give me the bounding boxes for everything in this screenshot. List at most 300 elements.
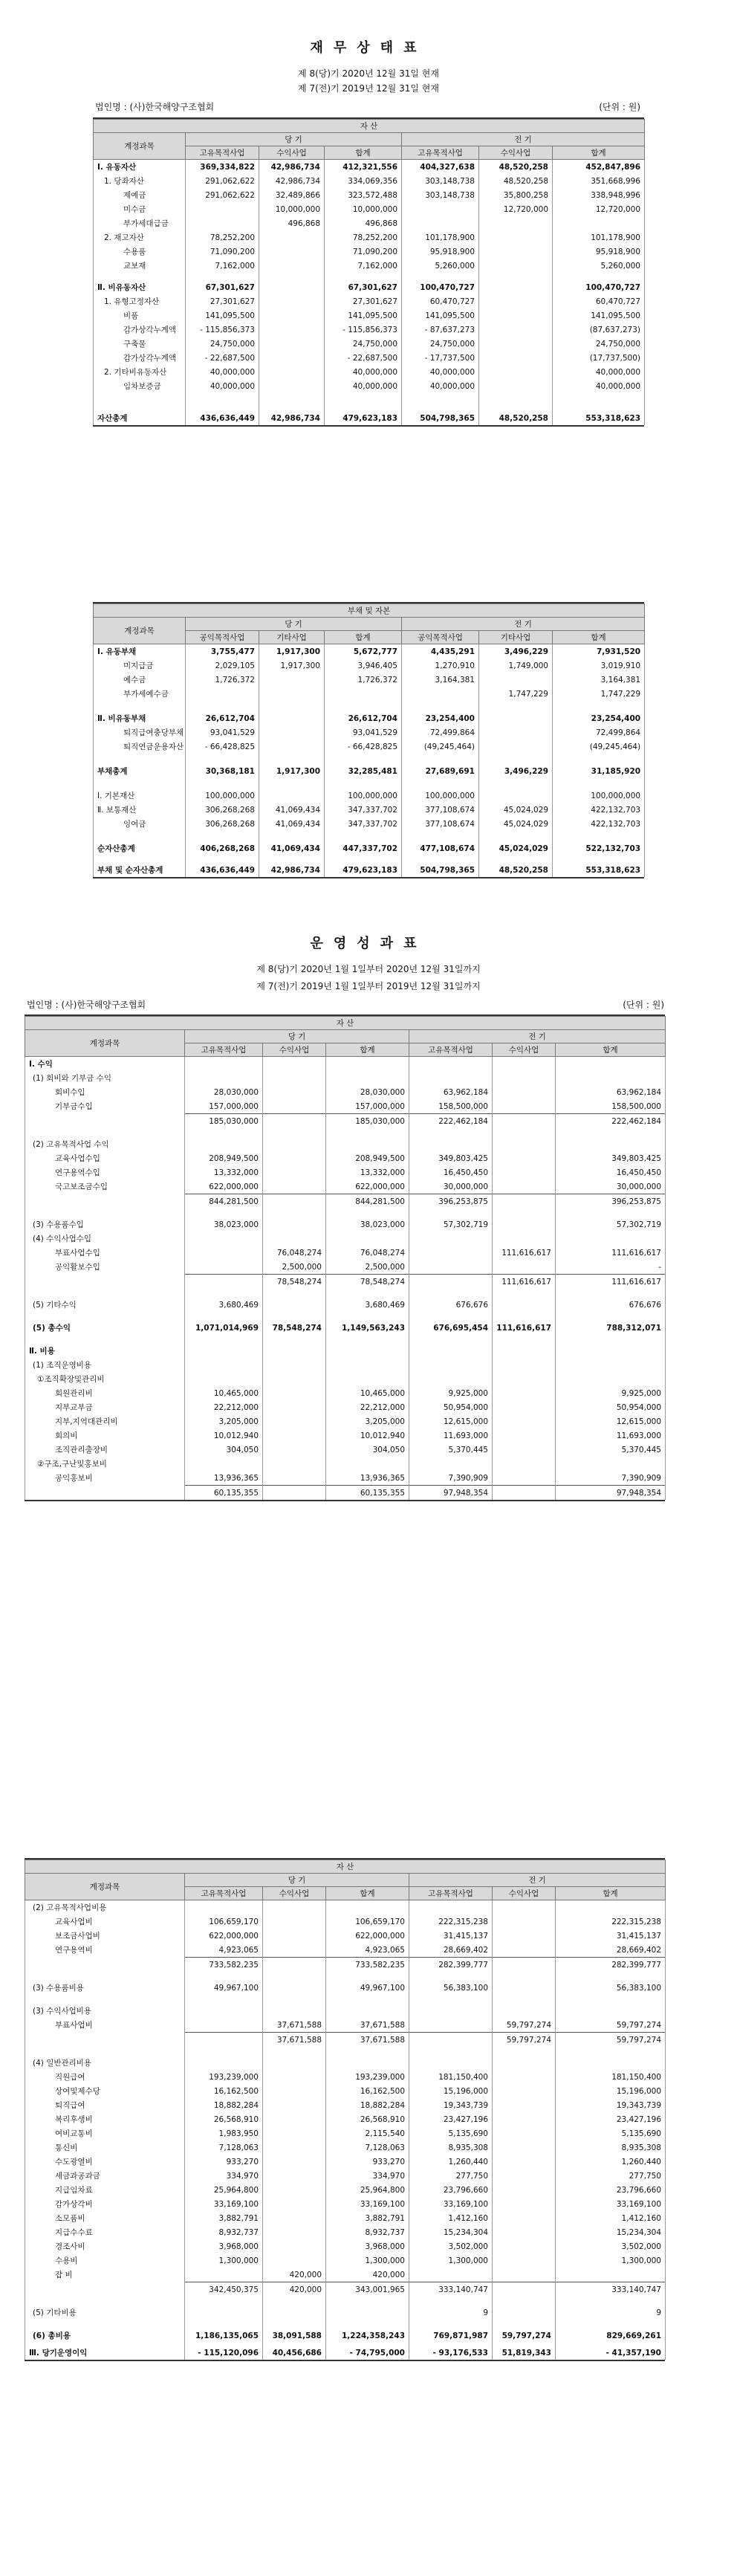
- revenue-table: [25, 1014, 665, 1501]
- spacer-cell: [493, 1289, 556, 1298]
- table-row: [25, 2346, 666, 2360]
- spacer-cell: [493, 1128, 556, 1137]
- value-cell: 338,948,996: [553, 188, 645, 202]
- table-row: [25, 1194, 666, 1209]
- value-cell: [493, 1443, 556, 1457]
- table-row: [25, 1217, 666, 1232]
- is-period-prior: 제 7(전)기 2019년 1월 1일부터 2019년 12월 31일까지: [256, 981, 481, 991]
- value-cell: [556, 1232, 666, 1246]
- value-cell: [409, 1246, 493, 1260]
- value-cell: [186, 202, 259, 216]
- table-row: [25, 1900, 666, 1915]
- row-label: [25, 1114, 185, 1129]
- row-label: 보조금사업비: [25, 1929, 185, 1943]
- spacer-cell: [259, 273, 325, 280]
- value-cell: [263, 1400, 326, 1414]
- value-cell: 1,270,910: [402, 658, 479, 673]
- value-cell: [259, 323, 325, 337]
- spacer-cell: [263, 2297, 326, 2305]
- table-row: [25, 1232, 666, 1246]
- value-cell: [493, 1486, 556, 1501]
- value-cell: - 22,687,500: [325, 351, 402, 365]
- value-cell: 676,695,454: [409, 1321, 493, 1335]
- value-cell: [493, 2004, 556, 2018]
- table-row: [25, 2211, 666, 2225]
- value-cell: 50,954,000: [409, 1400, 493, 1414]
- value-cell: 32,489,866: [259, 188, 325, 202]
- value-cell: 24,750,000: [325, 337, 402, 351]
- spacer-cell: [263, 1208, 326, 1217]
- value-cell: 31,415,137: [409, 1929, 493, 1943]
- value-cell: [259, 673, 325, 687]
- value-cell: [326, 1137, 409, 1151]
- row-label: (2) 고유목적사업비용: [25, 1900, 185, 1915]
- table-row: [94, 174, 645, 188]
- col-header: 고유목적사업: [409, 1887, 493, 1900]
- value-cell: [263, 1057, 326, 1072]
- value-cell: [263, 2253, 326, 2268]
- table-row: [25, 1443, 666, 1457]
- value-cell: [263, 2211, 326, 2225]
- value-cell: 334,069,356: [325, 174, 402, 188]
- row-label: 부표사업수입: [25, 1246, 185, 1260]
- value-cell: 50,954,000: [556, 1400, 666, 1414]
- value-cell: 2,500,000: [326, 1260, 409, 1275]
- row-label: 연구용역비: [25, 1943, 185, 1958]
- value-cell: [409, 1358, 493, 1372]
- row-label: 연구용역수입: [25, 1165, 185, 1179]
- value-cell: 1,983,950: [185, 2126, 263, 2140]
- spacer-cell: [263, 1128, 326, 1137]
- row-label: (5) 총수익: [25, 1321, 185, 1335]
- value-cell: 22,212,000: [185, 1400, 263, 1414]
- col-header: 기타사업: [479, 631, 553, 644]
- value-cell: [493, 2112, 556, 2126]
- value-cell: [409, 1057, 493, 1072]
- spacer-cell: [25, 2320, 185, 2329]
- row-label: 감가상각누계액: [94, 323, 186, 337]
- spacer-cell: [185, 1972, 263, 1981]
- col-header: 고유목적사업: [402, 146, 479, 160]
- value-cell: 5,135,690: [556, 2126, 666, 2140]
- value-cell: [556, 2056, 666, 2070]
- spacer-cell: [556, 1972, 666, 1981]
- row-label: 수용비: [25, 2253, 185, 2268]
- value-cell: [493, 1400, 556, 1414]
- row-label: 임차보증금: [94, 379, 186, 393]
- value-cell: [325, 687, 402, 701]
- table-row: [94, 817, 645, 831]
- value-cell: [556, 2004, 666, 2018]
- spacer-cell: [186, 831, 259, 841]
- value-cell: [493, 2084, 556, 2098]
- row-label: 예수금: [94, 673, 186, 687]
- value-cell: 100,470,727: [402, 280, 479, 294]
- value-cell: 422,132,703: [553, 817, 645, 831]
- row-label: 통신비: [25, 2140, 185, 2155]
- value-cell: 8,935,308: [409, 2140, 493, 2155]
- table-row: [25, 2225, 666, 2239]
- value-cell: 622,000,000: [185, 1179, 263, 1194]
- value-cell: 1,917,300: [259, 764, 325, 778]
- value-cell: 496,868: [325, 216, 402, 230]
- table-row: [94, 411, 645, 425]
- is-unit: (단위 : 원): [623, 1000, 664, 1010]
- value-cell: 1,412,160: [409, 2211, 493, 2225]
- row-label: 구축물: [94, 337, 186, 351]
- value-cell: 78,252,200: [325, 230, 402, 245]
- value-cell: 12,720,000: [479, 202, 553, 216]
- value-cell: 193,239,000: [185, 2070, 263, 2084]
- row-label: (6) 총비용: [25, 2329, 185, 2343]
- value-cell: 9: [409, 2305, 493, 2320]
- spacer-cell: [409, 2320, 493, 2329]
- value-cell: 158,500,000: [409, 1099, 493, 1114]
- spacer-row: [94, 754, 645, 764]
- value-cell: 1,149,563,243: [326, 1321, 409, 1335]
- table-row: [25, 1400, 666, 1414]
- spacer-cell: [553, 855, 645, 863]
- value-cell: 97,948,354: [409, 1486, 493, 1501]
- value-cell: [409, 1071, 493, 1085]
- value-cell: 78,548,274: [263, 1275, 326, 1289]
- value-cell: [186, 687, 259, 701]
- row-label: ①조직확장및관리비: [25, 1372, 185, 1386]
- value-cell: 95,918,900: [553, 245, 645, 259]
- bs-period-prior: 제 7(전)기 2019년 12월 31일 현재: [298, 83, 439, 94]
- row-label: Ⅰ. 유동자산: [94, 160, 186, 175]
- value-cell: [493, 2305, 556, 2320]
- spacer-cell: [94, 701, 186, 711]
- value-cell: 1,917,300: [259, 658, 325, 673]
- value-cell: 30,000,000: [556, 1179, 666, 1194]
- table-row: [25, 2253, 666, 2268]
- table-row: [94, 351, 645, 365]
- spacer-cell: [493, 1208, 556, 1217]
- value-cell: 181,150,400: [409, 2070, 493, 2084]
- value-cell: [493, 1981, 556, 1995]
- value-cell: 40,000,000: [402, 379, 479, 393]
- spacer-cell: [25, 1208, 185, 1217]
- col-header: 수익사업: [493, 1887, 556, 1900]
- value-cell: [263, 1344, 326, 1358]
- value-cell: 71,090,200: [186, 245, 259, 259]
- spacer-cell: [185, 1312, 263, 1321]
- table-row: [25, 1428, 666, 1443]
- value-cell: 10,000,000: [325, 202, 402, 216]
- value-cell: 26,568,910: [185, 2112, 263, 2126]
- spacer-cell: [402, 393, 479, 411]
- table-row: [25, 1929, 666, 1943]
- row-label: (3) 수용품비용: [25, 1981, 185, 1995]
- value-cell: [493, 1958, 556, 1973]
- table-row: [25, 2112, 666, 2126]
- row-label: 부표사업비: [25, 2018, 185, 2033]
- value-cell: 59,797,274: [493, 2033, 556, 2048]
- spacer-cell: [259, 701, 325, 711]
- value-cell: 622,000,000: [326, 1929, 409, 1943]
- value-cell: - 17,737,500: [402, 351, 479, 365]
- value-cell: 1,747,229: [479, 687, 553, 701]
- spacer-cell: [325, 831, 402, 841]
- value-cell: 12,615,000: [409, 1414, 493, 1428]
- value-cell: [556, 1372, 666, 1386]
- col-header: 기타사업: [259, 631, 325, 644]
- value-cell: 844,281,500: [326, 1194, 409, 1209]
- value-cell: 3,496,229: [479, 644, 553, 659]
- spacer-cell: [185, 1995, 263, 2004]
- value-cell: 48,520,258: [479, 160, 553, 175]
- value-cell: 111,616,617: [556, 1246, 666, 1260]
- value-cell: 49,967,100: [185, 1981, 263, 1995]
- table-row: [94, 673, 645, 687]
- row-label: ②구조,구난및홍보비: [25, 1457, 185, 1471]
- value-cell: 477,108,674: [402, 841, 479, 855]
- spacer-cell: [94, 831, 186, 841]
- value-cell: 56,383,100: [556, 1981, 666, 1995]
- spacer-cell: [556, 1995, 666, 2004]
- value-cell: [409, 1900, 493, 1915]
- income-statement-title: 운영성과표: [310, 936, 427, 951]
- spacer-row: [25, 1128, 666, 1137]
- value-cell: [263, 1137, 326, 1151]
- value-cell: 436,636,449: [186, 863, 259, 877]
- value-cell: [493, 1114, 556, 1129]
- value-cell: [493, 1386, 556, 1400]
- value-cell: [326, 1232, 409, 1246]
- value-cell: [263, 1372, 326, 1386]
- exp-section-header: 자 산: [25, 1860, 666, 1874]
- value-cell: [185, 1900, 263, 1915]
- value-cell: 60,135,355: [326, 1486, 409, 1501]
- value-cell: 24,750,000: [186, 337, 259, 351]
- spacer-cell: [402, 855, 479, 863]
- row-label: (1) 회비와 기부금 수익: [25, 1071, 185, 1085]
- value-cell: [493, 1071, 556, 1085]
- value-cell: [185, 1344, 263, 1358]
- value-cell: [493, 1194, 556, 1209]
- value-cell: - 22,687,500: [186, 351, 259, 365]
- value-cell: [479, 308, 553, 323]
- table-row: [25, 1321, 666, 1335]
- value-cell: [326, 1071, 409, 1085]
- value-cell: 504,798,365: [402, 411, 479, 425]
- spacer-cell: [326, 1972, 409, 1981]
- spacer-cell: [409, 1335, 493, 1344]
- value-cell: [479, 230, 553, 245]
- spacer-cell: [409, 1208, 493, 1217]
- value-cell: [493, 2211, 556, 2225]
- spacer-cell: [186, 855, 259, 863]
- value-cell: 15,234,304: [556, 2225, 666, 2239]
- value-cell: [493, 1372, 556, 1386]
- value-cell: 59,797,274: [493, 2018, 556, 2033]
- value-cell: 333,140,747: [556, 2282, 666, 2297]
- spacer-cell: [409, 2297, 493, 2305]
- table-row: [25, 1414, 666, 1428]
- value-cell: 56,383,100: [409, 1981, 493, 1995]
- value-cell: [185, 1457, 263, 1471]
- row-label: 수도광열비: [25, 2155, 185, 2169]
- prior-period-header: 전 기: [402, 618, 645, 631]
- prior-period-header: 전 기: [402, 133, 645, 146]
- current-period-header: 당 기: [186, 618, 402, 631]
- spacer-cell: [186, 393, 259, 411]
- spacer-cell: [259, 393, 325, 411]
- value-cell: 1,071,014,969: [185, 1321, 263, 1335]
- value-cell: 16,450,450: [556, 1165, 666, 1179]
- col-header: 고유목적사업: [186, 146, 259, 160]
- value-cell: 12,615,000: [556, 1414, 666, 1428]
- value-cell: 1,224,358,243: [326, 2329, 409, 2343]
- value-cell: [493, 2239, 556, 2253]
- value-cell: [556, 2268, 666, 2282]
- value-cell: [402, 216, 479, 230]
- value-cell: 33,169,100: [185, 2197, 263, 2211]
- value-cell: 31,415,137: [556, 1929, 666, 1943]
- value-cell: 111,616,617: [493, 1275, 556, 1289]
- col-header: 고유목적사업: [409, 1043, 493, 1057]
- value-cell: [259, 245, 325, 259]
- value-cell: [493, 2253, 556, 2268]
- value-cell: [259, 725, 325, 740]
- spacer-row: [94, 273, 645, 280]
- table-row: [94, 863, 645, 877]
- value-cell: [263, 2084, 326, 2098]
- value-cell: [493, 2070, 556, 2084]
- value-cell: 11,693,000: [409, 1428, 493, 1443]
- value-cell: 2,115,540: [326, 2126, 409, 2140]
- value-cell: 30,000,000: [409, 1179, 493, 1194]
- row-label: 교육사업수입: [25, 1151, 185, 1165]
- row-label: 자산총계: [94, 411, 186, 425]
- value-cell: 788,312,071: [556, 1321, 666, 1335]
- value-cell: 106,659,170: [185, 1915, 263, 1929]
- value-cell: 222,462,184: [556, 1114, 666, 1129]
- value-cell: 3,968,000: [326, 2239, 409, 2253]
- spacer-cell: [185, 2297, 263, 2305]
- value-cell: 22,212,000: [326, 1400, 409, 1414]
- value-cell: [185, 1246, 263, 1260]
- value-cell: 38,023,000: [185, 1217, 263, 1232]
- spacer-cell: [479, 831, 553, 841]
- row-label: 회원관리비: [25, 1386, 185, 1400]
- table-row: [94, 230, 645, 245]
- value-cell: 13,332,000: [185, 1165, 263, 1179]
- value-cell: [263, 2225, 326, 2239]
- value-cell: 40,456,686: [263, 2346, 326, 2360]
- spacer-cell: [556, 1128, 666, 1137]
- value-cell: 479,623,183: [325, 863, 402, 877]
- value-cell: [479, 294, 553, 308]
- spacer-row: [25, 1289, 666, 1298]
- value-cell: 369,334,822: [186, 160, 259, 175]
- col-header: 합계: [326, 1887, 409, 1900]
- value-cell: 282,399,777: [556, 1958, 666, 1973]
- value-cell: [409, 1344, 493, 1358]
- col-header: 합계: [556, 1043, 666, 1057]
- prior-period-header: 전 기: [409, 1874, 666, 1887]
- col-header: 합계: [325, 146, 402, 160]
- row-label: 순자산총계: [94, 841, 186, 855]
- table-row: [25, 1260, 666, 1275]
- value-cell: 2,029,105: [186, 658, 259, 673]
- value-cell: 33,169,100: [409, 2197, 493, 2211]
- value-cell: [263, 1298, 326, 1312]
- value-cell: 3,680,469: [326, 1298, 409, 1312]
- table-row: [25, 1085, 666, 1099]
- value-cell: 622,000,000: [326, 1179, 409, 1194]
- value-cell: [556, 1344, 666, 1358]
- value-cell: - 115,856,373: [186, 323, 259, 337]
- value-cell: 3,502,000: [409, 2239, 493, 2253]
- value-cell: [263, 2239, 326, 2253]
- value-cell: 157,000,000: [326, 1099, 409, 1114]
- spacer-cell: [493, 1995, 556, 2004]
- value-cell: 185,030,000: [185, 1114, 263, 1129]
- table-row: [25, 1137, 666, 1151]
- table-row: [94, 725, 645, 740]
- row-label: 2. 재고자산: [94, 230, 186, 245]
- value-cell: 4,435,291: [402, 644, 479, 659]
- value-cell: 3,680,469: [185, 1298, 263, 1312]
- value-cell: 222,462,184: [409, 1114, 493, 1129]
- value-cell: [185, 2268, 263, 2282]
- value-cell: 37,671,588: [326, 2018, 409, 2033]
- value-cell: [263, 1358, 326, 1372]
- value-cell: 45,024,029: [479, 817, 553, 831]
- spacer-cell: [25, 2047, 185, 2056]
- value-cell: 733,582,235: [326, 1958, 409, 1973]
- value-cell: [409, 1372, 493, 1386]
- value-cell: 404,327,638: [402, 160, 479, 175]
- row-label: 조직관리출장비: [25, 1443, 185, 1457]
- spacer-cell: [25, 1972, 185, 1981]
- value-cell: 41,069,434: [259, 817, 325, 831]
- table-row: [94, 294, 645, 308]
- value-cell: 23,427,196: [556, 2112, 666, 2126]
- value-cell: - 87,637,273: [402, 323, 479, 337]
- value-cell: 13,332,000: [326, 1165, 409, 1179]
- col-header: 고유목적사업: [185, 1043, 263, 1057]
- value-cell: 3,755,477: [186, 644, 259, 659]
- value-cell: 7,390,909: [409, 1471, 493, 1486]
- value-cell: [263, 1114, 326, 1129]
- value-cell: 28,030,000: [185, 1085, 263, 1099]
- spacer-cell: [263, 1312, 326, 1321]
- value-cell: [263, 2098, 326, 2112]
- spacer-cell: [326, 1289, 409, 1298]
- table-row: [94, 658, 645, 673]
- value-cell: [493, 2183, 556, 2197]
- value-cell: 38,091,588: [263, 2329, 326, 2343]
- value-cell: 32,285,481: [325, 764, 402, 778]
- value-cell: [493, 1915, 556, 1929]
- value-cell: [409, 2056, 493, 2070]
- value-cell: 10,012,940: [185, 1428, 263, 1443]
- value-cell: 42,986,734: [259, 411, 325, 425]
- value-cell: 3,164,381: [553, 673, 645, 687]
- spacer-cell: [556, 1208, 666, 1217]
- value-cell: 67,301,627: [186, 280, 259, 294]
- value-cell: [556, 1071, 666, 1085]
- value-cell: [263, 1981, 326, 1995]
- value-cell: 7,931,520: [553, 644, 645, 659]
- value-cell: 622,000,000: [185, 1929, 263, 1943]
- value-cell: 111,616,617: [493, 1321, 556, 1335]
- value-cell: 3,205,000: [326, 1414, 409, 1428]
- row-label: 지부,지역대관리비: [25, 1414, 185, 1428]
